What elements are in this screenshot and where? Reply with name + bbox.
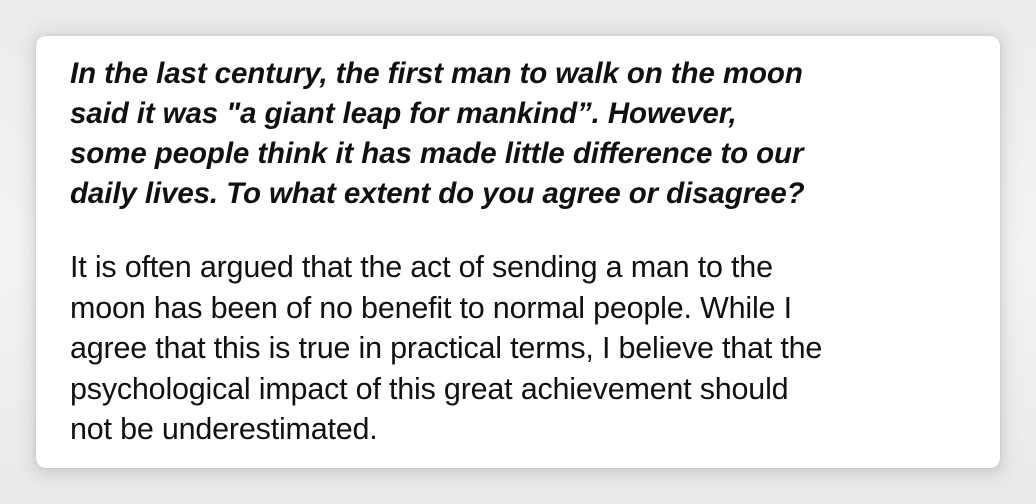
answer-line: psychological impact of this great achievement should	[70, 371, 789, 406]
answer-line: not be underestimated.	[70, 412, 378, 446]
answer-line: agree that this is true in practical terms, I believe that the	[70, 331, 823, 365]
question-line: daily lives. To what extent do you agree or disagree?	[70, 177, 805, 210]
essay-question	[70, 54, 970, 214]
answer-line: It is often argued that the act of sending a man to the	[70, 250, 773, 284]
question-line: some people think it has made little difference to our	[70, 137, 804, 170]
question-line: In the last century, the first man to walk on the moon	[70, 57, 803, 90]
answer-line: moon has been of no benefit to normal people. While I	[70, 290, 792, 325]
question-line: said it was "a giant leap for mankind”. However,	[70, 97, 737, 130]
essay-answer	[70, 247, 970, 450]
essay-card	[36, 36, 1000, 468]
